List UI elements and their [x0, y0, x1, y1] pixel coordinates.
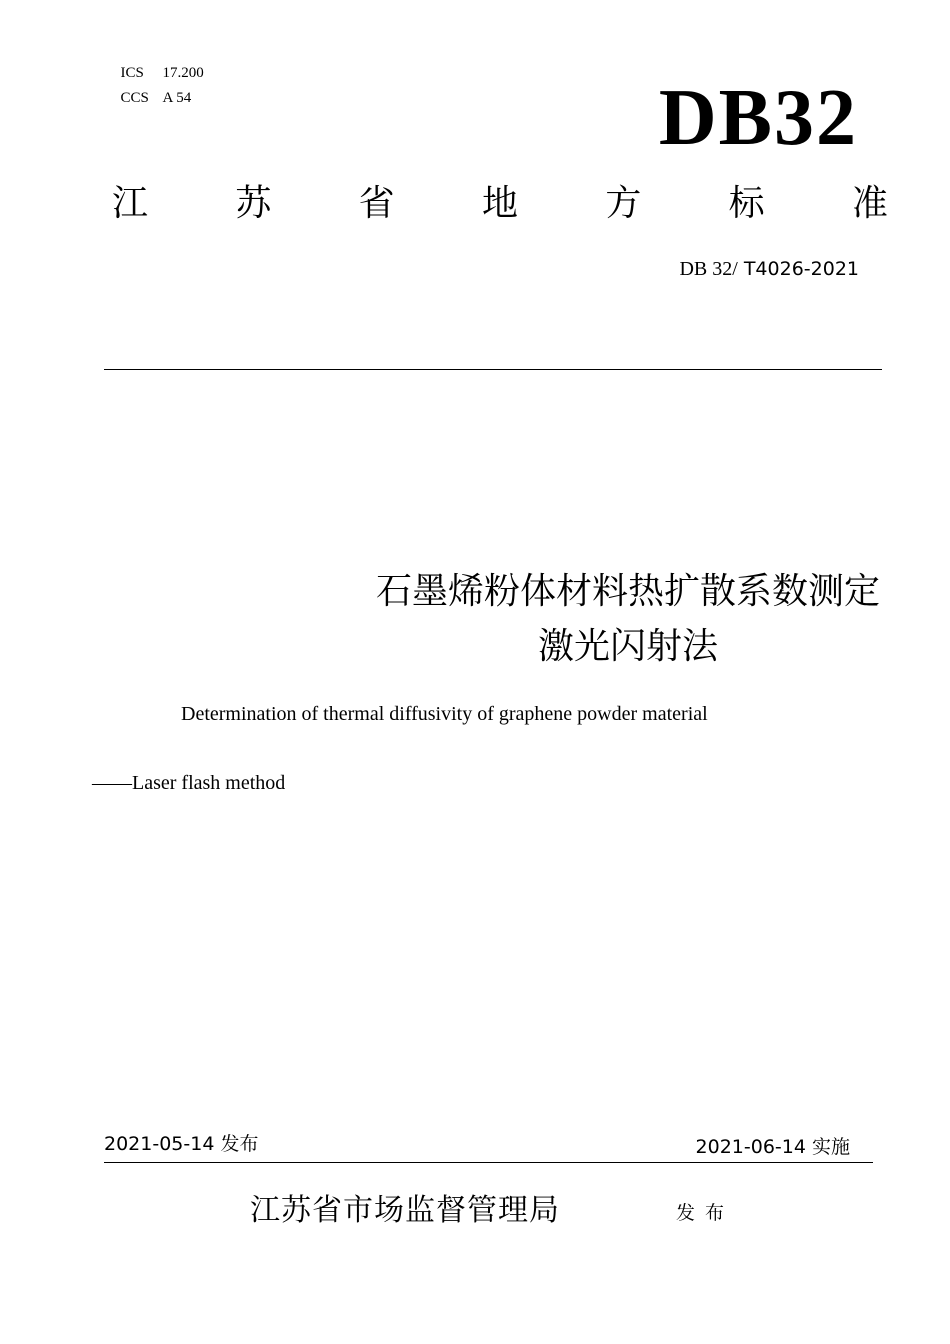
standard-type-char: 方	[605, 183, 642, 224]
standard-number	[679, 259, 859, 279]
ccs-label: CCS	[120, 90, 149, 106]
standard-type-char: 苏	[235, 183, 272, 224]
ics-value: 17.200	[162, 65, 204, 81]
title-chinese-line2: 激光闪射法	[537, 626, 718, 667]
implementation-date: 2021-06-14 实施	[695, 1136, 850, 1158]
publish-label: 发布	[676, 1202, 735, 1224]
title-chinese	[376, 564, 880, 674]
ccs-value: A 54	[162, 90, 192, 106]
subtitle-english: ——Laser flash method	[92, 772, 286, 794]
ics-label: ICS	[120, 65, 144, 81]
footer-divider	[104, 1162, 873, 1163]
standard-type	[112, 183, 888, 224]
publisher-name: 江苏省市场监督管理局	[250, 1193, 560, 1228]
standard-type-char: 省	[358, 183, 395, 224]
ccs-code	[113, 73, 191, 107]
standard-type-char: 准	[851, 183, 888, 224]
db32-logo: DB32	[658, 74, 858, 162]
standard-type-char: 江	[112, 183, 149, 224]
standard-number-code: T4026-2021	[737, 258, 859, 280]
issue-date: 2021-05-14 发布	[104, 1133, 259, 1155]
title-chinese-line1: 石墨烯粉体材料热扩散系数测定	[375, 571, 880, 612]
standard-type-char: 标	[728, 183, 765, 224]
title-english: Determination of thermal diffusivity of graphene powder material	[181, 703, 708, 725]
header-divider	[104, 369, 882, 370]
standard-number-prefix: DB 32/	[679, 258, 738, 280]
standard-type-char: 地	[481, 183, 518, 224]
